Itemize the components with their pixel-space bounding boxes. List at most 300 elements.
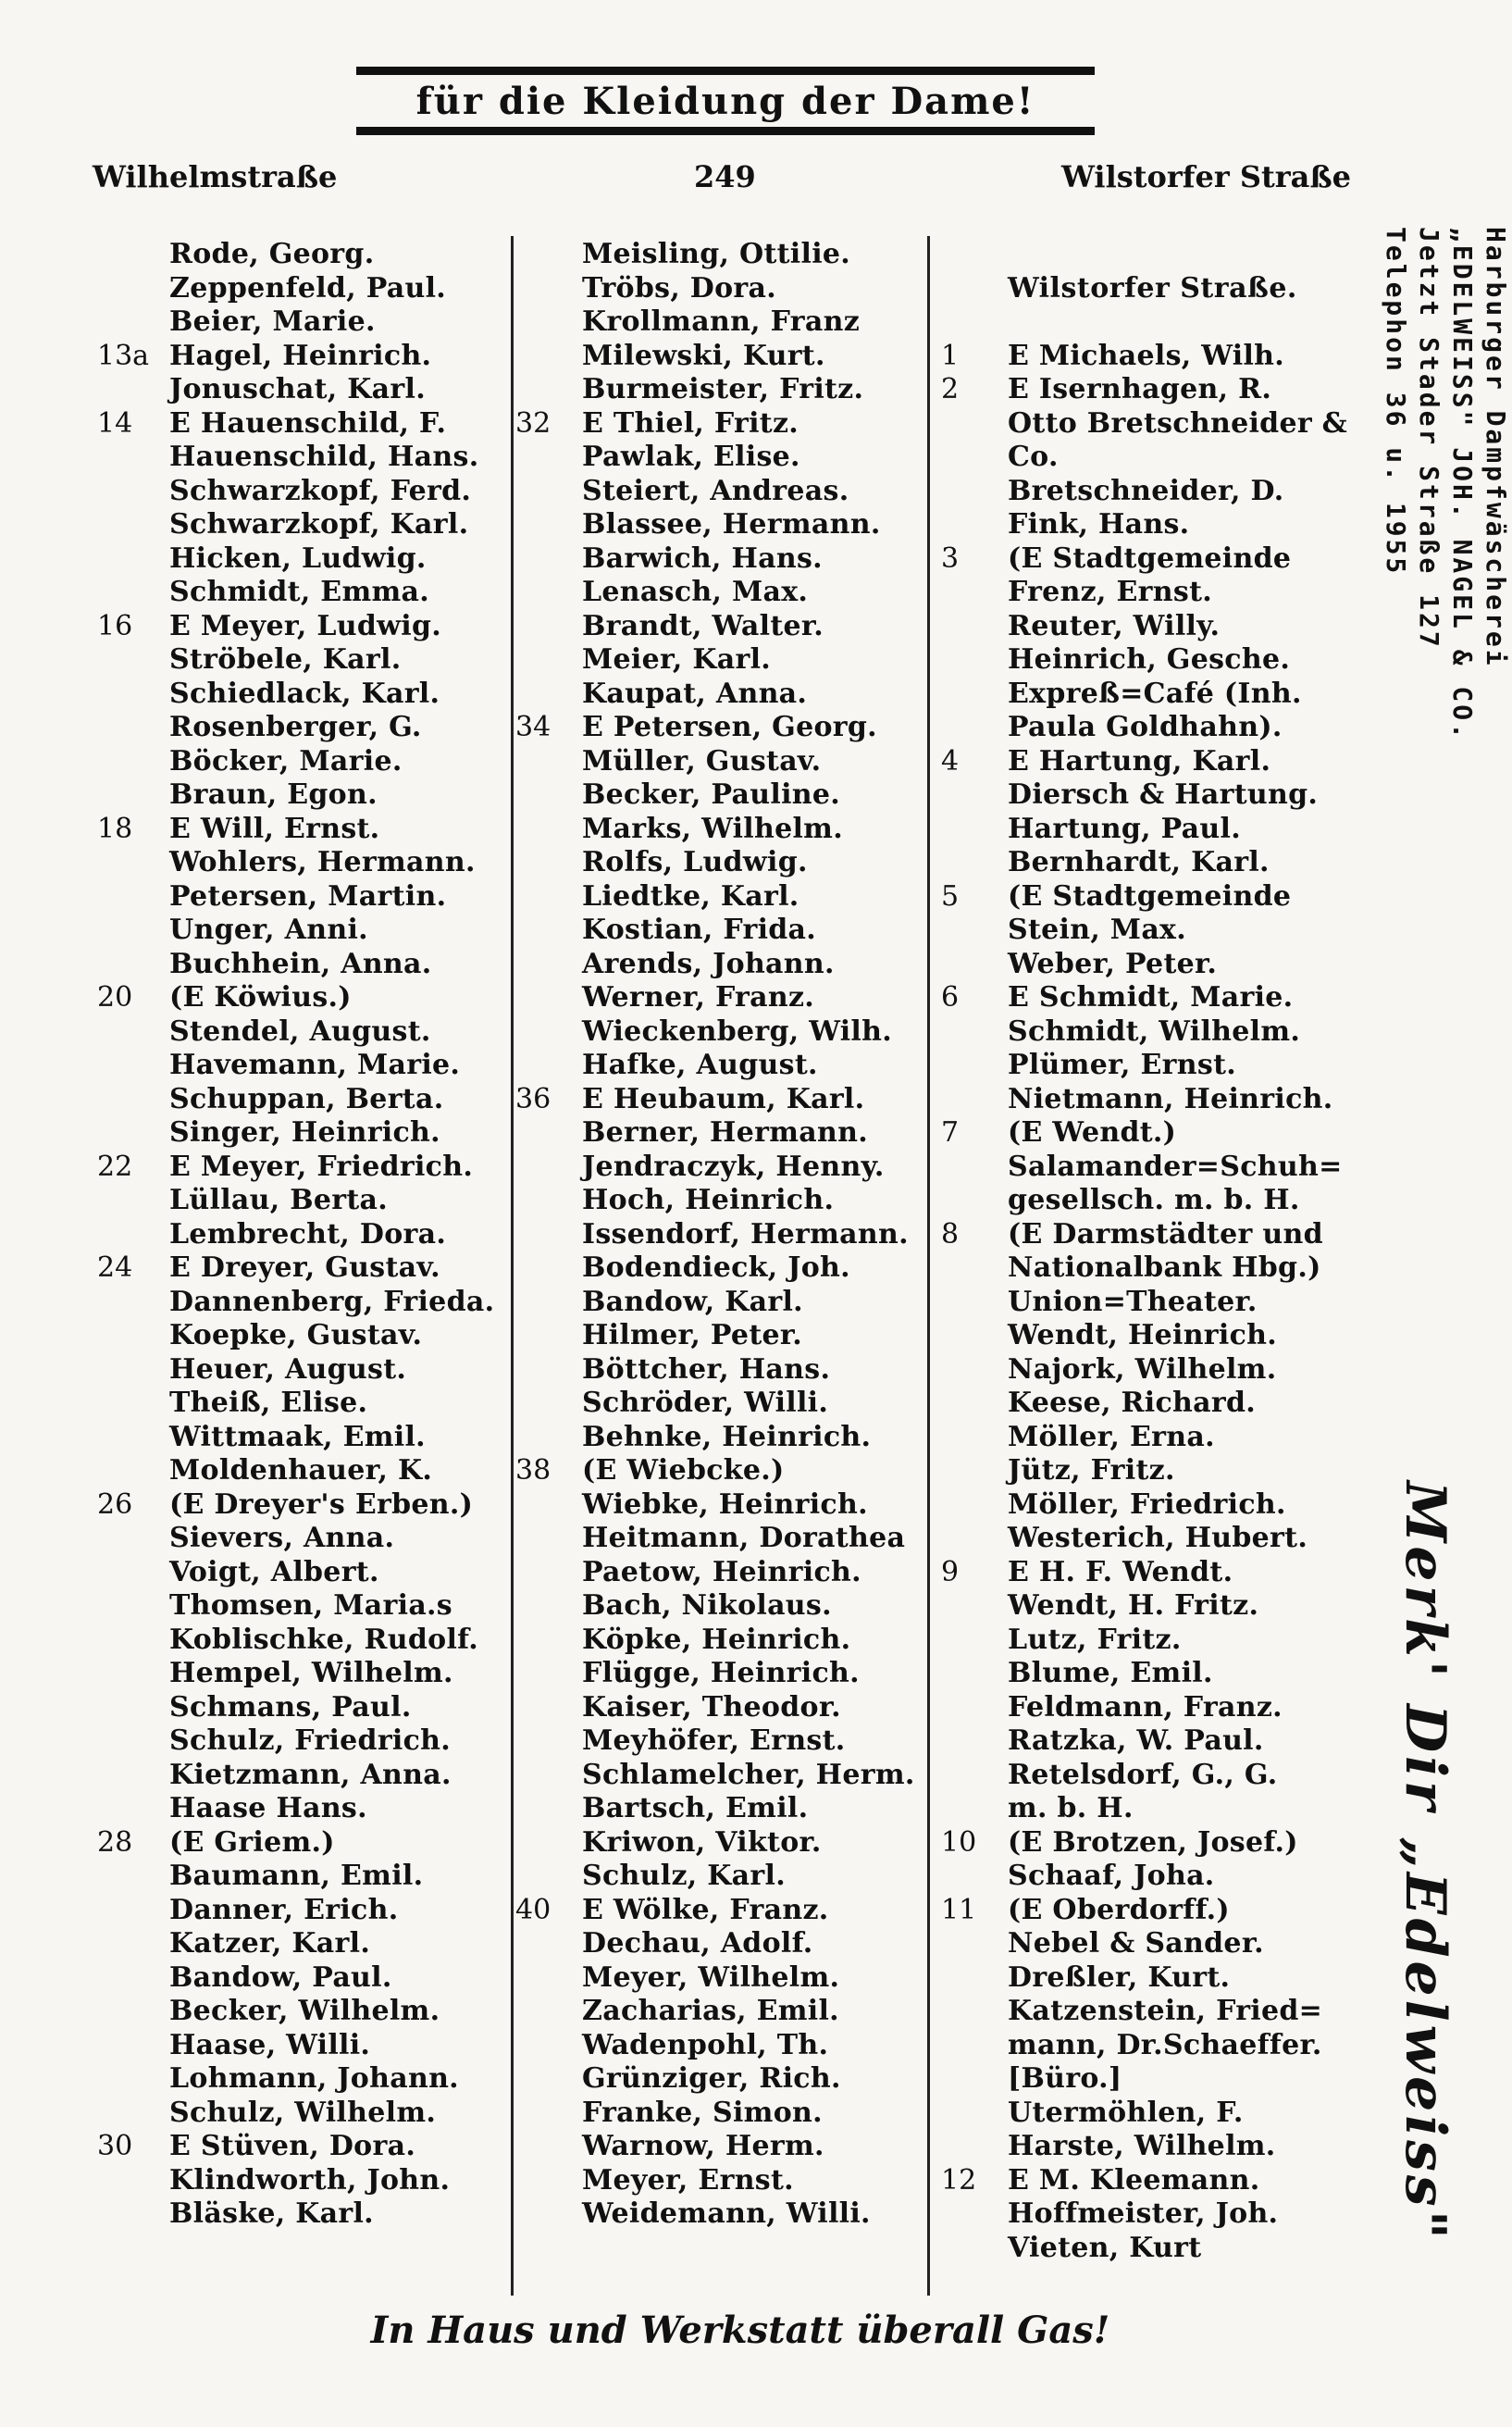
directory-entry (515, 2029, 923, 2063)
resident-name: Stein, Max. (1008, 914, 1186, 946)
directory-entry (515, 1995, 923, 2029)
directory-entry (941, 1724, 1357, 1759)
directory-entry (97, 576, 504, 610)
house-number: 3 (941, 541, 960, 575)
resident-name: Jonuschat, Karl. (169, 373, 426, 405)
resident-name: Böttcher, Hans. (582, 1352, 831, 1386)
directory-entry (515, 2197, 923, 2232)
resident-name: Möller, Erna. (1008, 1420, 1215, 1453)
directory-entry (941, 2130, 1357, 2164)
directory-entry (97, 1083, 504, 1117)
directory-entry (97, 2164, 504, 2198)
directory-entry (941, 340, 1357, 374)
directory-entry (97, 1556, 504, 1590)
resident-name: Katzenstein, Fried= (1008, 1995, 1323, 2027)
resident-name: E Schmidt, Marie. (1008, 981, 1294, 1014)
resident-name: Hoffmeister, Joh. (1008, 2197, 1279, 2230)
directory-entry (97, 407, 504, 442)
resident-name: Schmans, Paul. (169, 1690, 412, 1724)
directory-entry (97, 778, 504, 813)
directory-entry (97, 272, 504, 306)
house-number: 34 (515, 711, 552, 743)
resident-name: Heitmann, Dorathea (582, 1522, 906, 1554)
directory-entry (97, 1522, 504, 1556)
directory-entry (941, 1286, 1357, 1320)
directory-entry (515, 1251, 923, 1286)
resident-name: Schlamelcher, Herm. (582, 1758, 915, 1791)
resident-name: (E Brotzen, Josef.) (1008, 1825, 1298, 1859)
resident-name: Wieckenberg, Wilh. (582, 1014, 892, 1048)
resident-name: Schröder, Willi. (582, 1387, 829, 1419)
directory-entry (941, 1488, 1357, 1523)
resident-name: Schwarzkopf, Ferd. (169, 474, 472, 507)
directory-entry (97, 441, 504, 475)
directory-entry (97, 643, 504, 678)
resident-name: E Meyer, Friedrich. (169, 1150, 474, 1183)
directory-entry (941, 2232, 1357, 2266)
directory-entry (515, 272, 923, 306)
resident-name: Bandow, Karl. (582, 1285, 803, 1318)
directory-entry (941, 1624, 1357, 1658)
house-number: 14 (97, 406, 133, 440)
resident-name: Schmidt, Emma. (169, 576, 430, 608)
resident-name: Koblischke, Rudolf. (169, 1623, 479, 1656)
directory-entry (515, 441, 923, 475)
directory-entry (97, 1421, 504, 1455)
directory-entry (515, 778, 923, 813)
resident-name: (E Stadtgemeinde (1008, 541, 1292, 575)
house-number: 22 (97, 1150, 133, 1183)
directory-entry (97, 1184, 504, 1218)
resident-name: Fink, Hans. (1008, 508, 1190, 541)
directory-entry (941, 1083, 1357, 1117)
resident-name: Meisling, Ottilie. (582, 238, 851, 270)
resident-name: Steiert, Andreas. (582, 474, 849, 507)
directory-entry (515, 305, 923, 340)
directory-entry (515, 1522, 923, 1556)
resident-name: Harste, Wilhelm. (1008, 2130, 1276, 2162)
directory-entry (941, 1387, 1357, 1421)
directory-entry (515, 678, 923, 712)
house-number: 13a (97, 339, 150, 372)
bottom-slogan: In Haus und Werkstatt überall Gas! (370, 2309, 1110, 2352)
directory-entry (941, 778, 1357, 813)
resident-name: Union=Theater. (1008, 1285, 1258, 1318)
directory-entry (515, 948, 923, 982)
directory-entry (941, 1589, 1357, 1624)
resident-name: E Isernhagen, R. (1008, 373, 1272, 405)
resident-name: Marks, Wilhelm. (582, 812, 843, 845)
directory-entry (515, 2164, 923, 2198)
resident-name: E Michaels, Wilh. (1008, 339, 1285, 372)
resident-name: Weidemann, Willi. (582, 2197, 871, 2230)
resident-name: Bach, Nikolaus. (582, 1589, 832, 1622)
resident-name: Müller, Gustav. (582, 744, 822, 778)
directory-entry (941, 475, 1357, 509)
directory-entry (941, 643, 1357, 678)
resident-name: Rosenberger, G. (169, 711, 422, 743)
directory-entry (515, 880, 923, 915)
directory-entry (97, 1657, 504, 1691)
directory-entry (941, 542, 1357, 577)
directory-entry (515, 238, 923, 272)
house-number: 4 (941, 744, 960, 778)
resident-name: Schulz, Wilhelm. (169, 2096, 437, 2129)
resident-name: E Hartung, Karl. (1008, 744, 1271, 778)
directory-entry (515, 1454, 923, 1488)
directory-entry (515, 813, 923, 847)
directory-entry (515, 1387, 923, 1421)
resident-name: Grünziger, Rich. (582, 2062, 841, 2095)
page-number: 249 (694, 159, 756, 194)
resident-name: Schuppan, Berta. (169, 1082, 444, 1115)
resident-name: Dechau, Adolf. (582, 1927, 813, 1960)
directory-entry (515, 1589, 923, 1624)
directory-column-2 (515, 238, 923, 2232)
resident-name: Nationalbank Hbg.) (1008, 1251, 1321, 1284)
directory-entry (515, 914, 923, 948)
house-number: 5 (941, 879, 960, 913)
directory-entry (515, 1860, 923, 1894)
directory-entry (941, 1218, 1357, 1252)
resident-name: E M. Kleemann. (1008, 2163, 1260, 2197)
resident-name: Wendt, Heinrich. (1008, 1319, 1278, 1351)
directory-entry (97, 745, 504, 779)
resident-name: Ströbele, Karl. (169, 643, 402, 676)
directory-entry (941, 2062, 1357, 2097)
resident-name: Rolfs, Ludwig. (582, 846, 808, 878)
directory-entry (97, 914, 504, 948)
resident-name: Schulz, Friedrich. (169, 1724, 452, 1757)
directory-entry (97, 373, 504, 407)
resident-name: Paula Goldhahn). (1008, 711, 1283, 743)
directory-entry (941, 1556, 1357, 1590)
resident-name: Tröbs, Dora. (582, 271, 777, 305)
directory-entry (515, 2062, 923, 2097)
directory-entry (97, 1116, 504, 1151)
resident-name: E H. F. Wendt. (1008, 1555, 1233, 1588)
resident-name: Becker, Wilhelm. (169, 1995, 440, 2027)
directory-entry (941, 745, 1357, 779)
directory-entry (515, 1049, 923, 1083)
directory-entry (941, 272, 1357, 306)
street-heading: Wilstorfer Straße. (1008, 271, 1297, 305)
resident-name: (E Wendt.) (1008, 1116, 1177, 1149)
resident-name: Reuter, Willy. (1008, 609, 1221, 642)
column-divider-2 (927, 236, 930, 2296)
directory-entry (515, 407, 923, 442)
directory-entry (941, 1961, 1357, 1996)
resident-name: Barwich, Hans. (582, 541, 823, 575)
resident-name: Bernhardt, Karl. (1008, 846, 1270, 878)
directory-entry (941, 238, 1357, 272)
resident-name: Rode, Georg. (169, 238, 375, 270)
resident-name: Burmeister, Fritz. (582, 373, 864, 405)
resident-name: Arends, Johann. (582, 947, 835, 980)
directory-entry (97, 1286, 504, 1320)
directory-entry (97, 1961, 504, 1996)
resident-name: Bandow, Paul. (169, 1960, 392, 1994)
resident-name: Hauenschild, Hans. (169, 441, 479, 473)
directory-entry (515, 1353, 923, 1388)
directory-entry (941, 1826, 1357, 1861)
resident-name: Haase, Willi. (169, 2028, 371, 2061)
resident-name: Hicken, Ludwig. (169, 541, 427, 575)
directory-entry (941, 1251, 1357, 1286)
resident-name: Möller, Friedrich. (1008, 1487, 1286, 1521)
side-advertisement (1379, 227, 1512, 741)
resident-name: Schwarzkopf, Karl. (169, 508, 469, 541)
directory-entry (515, 1488, 923, 1523)
resident-name: Jütz, Fritz. (1008, 1454, 1175, 1487)
resident-name: Wadenpohl, Th. (582, 2028, 829, 2061)
resident-name: Schaaf, Joha. (1008, 1860, 1215, 1892)
resident-name: Meier, Karl. (582, 643, 772, 676)
resident-name: Schmidt, Wilhelm. (1008, 1014, 1301, 1048)
directory-entry (941, 2197, 1357, 2232)
resident-name: Havemann, Marie. (169, 1049, 461, 1081)
directory-entry (515, 1792, 923, 1826)
directory-entry (515, 1556, 923, 1590)
resident-name: Klindworth, John. (169, 2163, 451, 2197)
resident-name: Lohmann, Johann. (169, 2062, 459, 2095)
house-number: 1 (941, 339, 960, 372)
resident-name: Meyhöfer, Ernst. (582, 1724, 846, 1757)
house-number: 26 (97, 1487, 133, 1521)
resident-name: Brandt, Walter. (582, 609, 824, 642)
resident-name: Utermöhlen, F. (1008, 2096, 1244, 2129)
house-number: 28 (97, 1825, 133, 1859)
resident-name: Katzer, Karl. (169, 1927, 371, 1960)
page-header (93, 159, 1351, 202)
resident-name: mann, Dr.Schaeffer. (1008, 2028, 1322, 2061)
directory-entry (941, 1421, 1357, 1455)
directory-entry (97, 1589, 504, 1624)
header-street-right: Wilstorfer Straße (1061, 159, 1351, 194)
directory-entry (941, 407, 1357, 442)
directory-entry (515, 1826, 923, 1861)
resident-name: Milewski, Kurt. (582, 339, 825, 372)
directory-entry (97, 1624, 504, 1658)
resident-name: gesellsch. m. b. H. (1008, 1184, 1300, 1216)
directory-entry (941, 711, 1357, 745)
directory-entry (97, 542, 504, 577)
house-number: 30 (97, 2130, 133, 2162)
directory-entry (941, 981, 1357, 1015)
directory-entry (941, 2029, 1357, 2063)
resident-name: Heinrich, Gesche. (1008, 643, 1291, 676)
directory-entry (941, 373, 1357, 407)
resident-name: Bodendieck, Joh. (582, 1251, 850, 1284)
directory-entry (941, 1792, 1357, 1826)
house-number: 36 (515, 1082, 552, 1115)
resident-name: E Thiel, Fritz. (582, 406, 799, 440)
resident-name: E Petersen, Georg. (582, 711, 877, 743)
resident-name: Baumann, Emil. (169, 1860, 424, 1892)
directory-entry (515, 1151, 923, 1185)
resident-name: Lembrecht, Dora. (169, 1217, 447, 1251)
directory-entry (97, 610, 504, 644)
resident-name: Nebel & Sander. (1008, 1927, 1264, 1960)
resident-name: Kriwon, Viktor. (582, 1825, 822, 1859)
directory-entry (515, 576, 923, 610)
directory-entry (515, 610, 923, 644)
directory-entry (515, 1218, 923, 1252)
directory-entry (97, 1792, 504, 1826)
resident-name: (E Stadtgemeinde (1008, 879, 1292, 913)
house-number: 12 (941, 2163, 977, 2197)
resident-name: Paetow, Heinrich. (582, 1555, 861, 1588)
resident-name: Wohlers, Hermann. (169, 846, 476, 878)
side-ad-line-2: „EDELWEISS" JOH. NAGEL & CO. (1447, 227, 1478, 742)
resident-name: Voigt, Albert. (169, 1555, 379, 1588)
resident-name: Lutz, Fritz. (1008, 1623, 1182, 1656)
side-ad-line-4: Telephon 36 u. 1955 (1381, 227, 1411, 577)
resident-name: Warnow, Herm. (582, 2130, 824, 2162)
directory-entry (941, 1454, 1357, 1488)
directory-entry (515, 1894, 923, 1928)
resident-name: Kaiser, Theodor. (582, 1690, 841, 1724)
resident-name: Haase Hans. (169, 1792, 367, 1824)
directory-entry (941, 813, 1357, 847)
resident-name: Köpke, Heinrich. (582, 1623, 851, 1656)
resident-name: (E Oberdorff.) (1008, 1893, 1230, 1926)
house-number: 6 (941, 981, 960, 1014)
directory-entry (97, 2197, 504, 2232)
resident-name: Behnke, Heinrich. (582, 1420, 872, 1453)
resident-name: Sievers, Anna. (169, 1522, 395, 1554)
directory-entry (97, 813, 504, 847)
directory-entry (941, 1151, 1357, 1185)
resident-name: E Stüven, Dora. (169, 2130, 416, 2162)
resident-name: Feldmann, Franz. (1008, 1690, 1283, 1724)
directory-entry (515, 475, 923, 509)
resident-name: Frenz, Ernst. (1008, 576, 1212, 608)
resident-name: Wendt, H. Fritz. (1008, 1589, 1259, 1622)
directory-entry (941, 1691, 1357, 1725)
directory-entry (515, 1116, 923, 1151)
directory-entry (97, 1319, 504, 1353)
house-number: 18 (97, 812, 133, 845)
directory-entry (97, 305, 504, 340)
resident-name: Issendorf, Hermann. (582, 1217, 909, 1251)
directory-column-1 (97, 238, 504, 2232)
resident-name: (E Wiebcke.) (582, 1454, 785, 1487)
directory-entry (97, 880, 504, 915)
directory-entry (941, 1522, 1357, 1556)
resident-name: Najork, Wilhelm. (1008, 1352, 1277, 1386)
resident-name: Petersen, Martin. (169, 879, 447, 913)
resident-name: Wiebke, Heinrich. (582, 1487, 868, 1521)
resident-name: Meyer, Wilhelm. (582, 1960, 840, 1994)
directory-entry (97, 2130, 504, 2164)
column-divider-1 (511, 236, 514, 2296)
directory-entry (941, 1894, 1357, 1928)
resident-name: Wittmaak, Emil. (169, 1420, 426, 1453)
directory-entry (515, 1015, 923, 1050)
directory-entry (941, 880, 1357, 915)
resident-name: Böcker, Marie. (169, 744, 403, 778)
resident-name: Theiß, Elise. (169, 1387, 368, 1419)
directory-entry (941, 1995, 1357, 2029)
resident-name: (E Dreyer's Erben.) (169, 1487, 474, 1521)
resident-name: [Büro.] (1008, 2062, 1122, 2095)
directory-entry (515, 1724, 923, 1759)
resident-name: m. b. H. (1008, 1792, 1134, 1824)
side-ad-line-1: Harburger Dampfwäscherei (1481, 227, 1511, 668)
resident-name: Kostian, Frida. (582, 914, 817, 946)
directory-entry (515, 1184, 923, 1218)
directory-entry (515, 711, 923, 745)
resident-name: Keese, Richard. (1008, 1387, 1257, 1419)
resident-name: Vieten, Kurt (1008, 2231, 1202, 2264)
house-number: 8 (941, 1217, 960, 1251)
directory-entry (941, 2164, 1357, 2198)
directory-entry (515, 2130, 923, 2164)
directory-entry (515, 1657, 923, 1691)
directory-entry (941, 846, 1357, 880)
resident-name: Nietmann, Heinrich. (1008, 1082, 1333, 1115)
header-street-left: Wilhelmstraße (93, 159, 338, 194)
directory-entry (941, 1860, 1357, 1894)
resident-name: Blassee, Hermann. (582, 508, 881, 541)
directory-entry (97, 1488, 504, 1523)
directory-entry (515, 1319, 923, 1353)
directory-entry (97, 711, 504, 745)
directory-entry (941, 1759, 1357, 1793)
directory-entry (941, 576, 1357, 610)
house-number: 9 (941, 1555, 960, 1588)
top-banner: für die Kleidung der Dame! (356, 67, 1095, 135)
directory-entry (515, 2097, 923, 2131)
resident-name: Pawlak, Elise. (582, 441, 800, 473)
resident-name: (E Darmstädter und (1008, 1217, 1323, 1251)
directory-entry (515, 745, 923, 779)
resident-name: E Heubaum, Karl. (582, 1082, 865, 1115)
resident-name: Werner, Franz. (582, 981, 815, 1014)
directory-entry (515, 542, 923, 577)
directory-entry (515, 1691, 923, 1725)
resident-name: Danner, Erich. (169, 1893, 399, 1926)
house-number: 40 (515, 1893, 552, 1926)
resident-name: Hagel, Heinrich. (169, 339, 432, 372)
resident-name: Heuer, August. (169, 1352, 407, 1386)
directory-entry (97, 508, 504, 542)
directory-entry (941, 1049, 1357, 1083)
resident-name: Krollmann, Franz (582, 305, 861, 338)
house-number: 2 (941, 373, 960, 405)
directory-entry (97, 2062, 504, 2097)
directory-entry (97, 1353, 504, 1388)
resident-name: Becker, Pauline. (582, 778, 841, 811)
resident-name: (E Griem.) (169, 1825, 335, 1859)
resident-name: Liedtke, Karl. (582, 879, 799, 913)
directory-entry (97, 1218, 504, 1252)
resident-name: Flügge, Heinrich. (582, 1657, 860, 1689)
resident-name: E Wölke, Franz. (582, 1893, 829, 1926)
directory-entry (941, 1927, 1357, 1961)
directory-entry (97, 1826, 504, 1861)
resident-name: Blume, Emil. (1008, 1657, 1213, 1689)
resident-name: Thomsen, Maria.s (169, 1589, 452, 1622)
directory-entry (515, 340, 923, 374)
resident-name: Meyer, Ernst. (582, 2163, 794, 2197)
house-number: 11 (941, 1893, 977, 1926)
resident-name: Dannenberg, Frieda. (169, 1285, 495, 1318)
resident-name: Ratzka, W. Paul. (1008, 1724, 1264, 1757)
directory-entry (515, 846, 923, 880)
directory-entry (941, 508, 1357, 542)
